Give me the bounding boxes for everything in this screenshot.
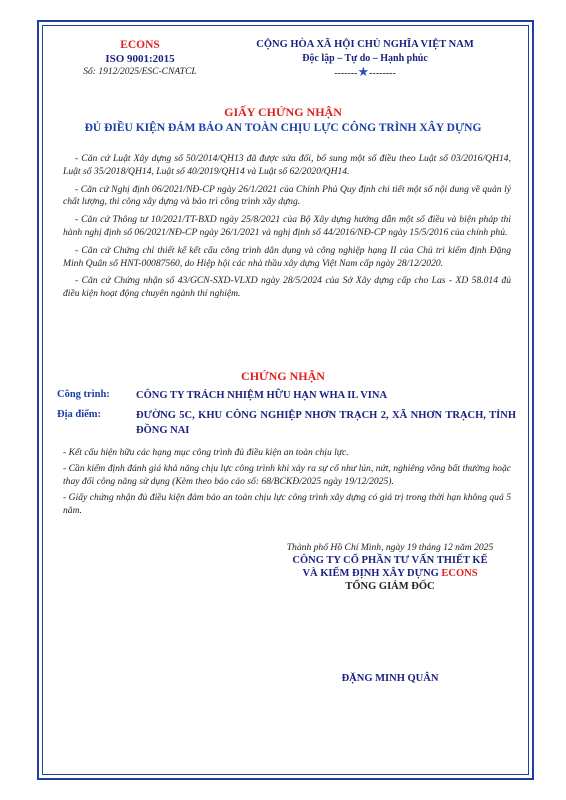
company-line-2 (255, 567, 525, 580)
certify-heading: CHỨNG NHẬN (241, 369, 325, 383)
company-line-2-text: VÀ KIỂM ĐỊNH XÂY DỰNG (302, 568, 442, 579)
divider-left: ------- (334, 68, 358, 79)
conclusion-item: - Giấy chứng nhận đủ điều kiện đảm bảo an toàn chịu lực công trình xây dựng có giá trị trong thời hạn không quá 5 năm. (63, 492, 511, 516)
divider-right: -------- (369, 68, 396, 79)
certificate-subtitle: ĐỦ ĐIỀU KIỆN ĐẢM BẢO AN TOÀN CHỊU LỰC CÔNG TRÌNH XÂY DỰNG (84, 122, 482, 134)
signer-role: TỔNG GIÁM ĐỐC (345, 581, 435, 592)
legal-basis-item: - Căn cứ Chứng nhận số 43/GCN-SXD-VLXD ngày 28/5/2024 của Sở Xây dựng cấp cho Las - XD 58.014 đủ điều kiện hoạt động chuyên ngành thí nghiệm. (63, 275, 511, 300)
national-header (245, 38, 485, 80)
legal-basis-item: - Căn cứ Luật Xây dựng số 50/2014/QH13 đã được sửa đổi, bổ sung một số điều theo Luật số 03/2016/QH14, Luật số 35/2018/QH14, Luật số 40/2019/QH14 và Luật số 62/2020/QH14. (63, 153, 511, 177)
issuer-name: ECONS (120, 39, 160, 51)
nation-title: CỘNG HÒA XÃ HỘI CHỦ NGHĨA VIỆT NAM (256, 39, 474, 50)
location-value: ĐƯỜNG 5C, KHU CÔNG NGHIỆP NHƠN TRẠCH 2, XÃ NHƠN TRẠCH, TỈNH ĐỒNG NAI (136, 410, 516, 436)
company-line-1: CÔNG TY CỔ PHẦN TƯ VẤN THIẾT KẾ (292, 555, 488, 566)
star-icon: ★ (357, 64, 370, 79)
signer-name: ĐẶNG MINH QUÂN (341, 673, 439, 684)
project-value: CÔNG TY TRÁCH NHIỆM HỮU HẠN WHA IL VINA (136, 390, 388, 401)
iso-certification: ISO 9001:2015 (105, 53, 175, 65)
signature-block (255, 541, 525, 593)
project-label: Công trình: (57, 389, 110, 400)
legal-basis-list (63, 153, 511, 301)
certificate-title: GIẤY CHỨNG NHẬN (224, 105, 342, 119)
company-brand: ECONS (441, 568, 478, 579)
location-label: Địa điểm: (57, 409, 102, 420)
conclusions-list (63, 446, 511, 517)
legal-basis-item: - Căn cứ Thông tư 10/2021/TT-BXD ngày 25/8/2021 của Bộ Xây dựng hướng dẫn một số điều và biện pháp thi hành nghị định số 06/2021/NĐ-CP ngày 26/1/2021 và nghị định số 44/2016/NĐ-CP ngày 15/5/2016 của chính phủ. (63, 214, 511, 238)
issuer-header (55, 38, 225, 79)
legal-basis-item: - Căn cứ Chứng chỉ thiết kế kết cấu công trình dân dụng và công nghiệp hạng II của Chủ trì kiểm định Đặng Minh Quân số HNT-00087560, do Hiệp hội các nhà thầu xây dựng Việt Nam cấp ngày 28/12/2020. (63, 244, 511, 269)
document-number: Số: 1912/2025/ESC-CNATCL (83, 67, 197, 77)
conclusion-item: - Kết cấu hiện hữu các hạng mục công trình đủ điều kiện an toàn chịu lực. (63, 447, 349, 458)
motto-divider (245, 66, 485, 80)
national-motto: Độc lập – Tự do – Hạnh phúc (302, 53, 428, 64)
place-date: Thành phố Hồ Chí Minh, ngày 19 tháng 12 năm 2025 (286, 542, 494, 553)
legal-basis-item: - Căn cứ Nghị định 06/2021/NĐ-CP ngày 26/1/2021 của Chính Phủ Quy định chi tiết một số nội dung về quản lý chất lượng, thi công xây dựng và bảo trì công trình xây dựng. (63, 183, 511, 208)
conclusion-item: - Cần kiểm định đánh giá khả năng chịu lực công trình khi xảy ra sự cố như lún, nứt, nghiêng võng bất thường hoặc thay đổi công năng sử dụng (Kèm theo báo cáo số: 68/BCKĐ/2025 ngày 19/12/2025). (63, 463, 511, 487)
